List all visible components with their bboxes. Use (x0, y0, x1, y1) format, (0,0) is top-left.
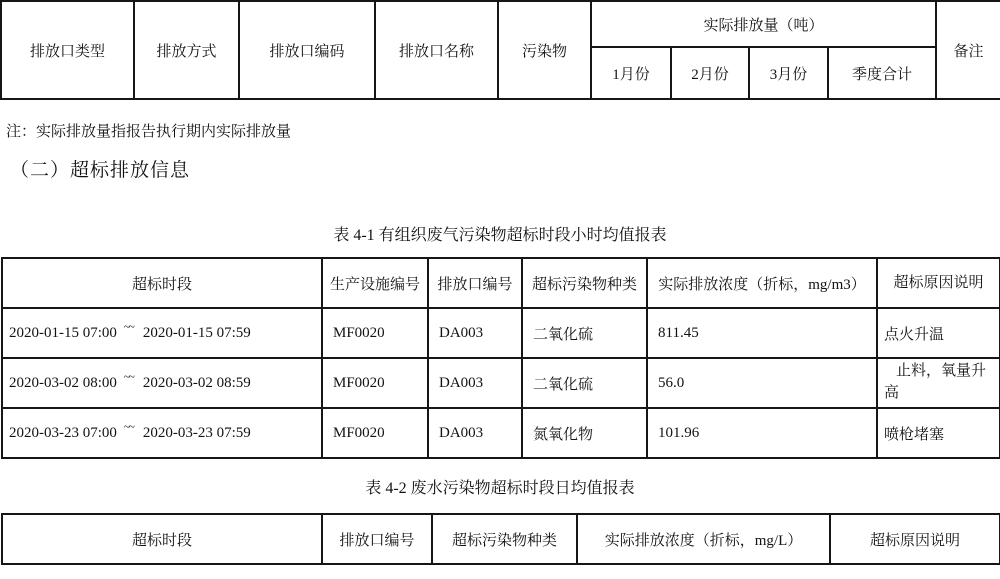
header-actual-concentration: 实际排放浓度（折标，mg/L） (577, 514, 830, 564)
table-4-1-title: 表 4-1 有组织废气污染物超标时段小时均值报表 (333, 227, 667, 244)
range-separator: ~~ (123, 420, 134, 433)
outlet-code: DA003 (428, 358, 522, 408)
exceedance-gas-table (1, 257, 1000, 459)
header-month-1: 1月份 (591, 47, 671, 99)
period-end: 2020-03-23 07:59 (142, 424, 251, 441)
table-header-row (2, 514, 1000, 564)
header-outlet-type: 排放口类型 (1, 1, 134, 99)
table-4-2-title: 表 4-2 废水污染物超标时段日均值报表 (365, 480, 635, 497)
facility-code: MF0020 (322, 358, 428, 408)
header-outlet-code: 排放口编号 (428, 258, 522, 308)
period-start: 2020-01-15 07:00 (9, 324, 117, 341)
exceed-reason: 止料，氧量升高 (877, 358, 1000, 408)
exceed-period (2, 308, 322, 358)
pollutant-type: 二氧化硫 (522, 358, 647, 408)
pollutant-type: 氮氧化物 (522, 408, 647, 458)
table-row (2, 408, 1000, 458)
facility-code: MF0020 (322, 308, 428, 358)
header-outlet-code: 排放口编码 (239, 1, 375, 99)
pollutant-type: 二氧化硫 (522, 308, 647, 358)
emission-summary-table (0, 0, 1000, 100)
range-separator: ~~ (123, 370, 134, 383)
facility-code: MF0020 (322, 408, 428, 458)
header-remark: 备注 (936, 1, 1000, 99)
header-exceed-reason: 超标原因说明 (877, 258, 1000, 308)
exceed-period (2, 358, 322, 408)
outlet-code: DA003 (428, 408, 522, 458)
header-exceed-pollutant-type: 超标污染物种类 (522, 258, 647, 308)
range-separator: ~~ (123, 320, 134, 333)
table-row (2, 358, 1000, 408)
concentration-value: 811.45 (647, 308, 877, 358)
exceed-period (2, 408, 322, 458)
header-quarter-total: 季度合计 (828, 47, 936, 99)
header-exceed-period: 超标时段 (2, 514, 322, 564)
header-exceed-period: 超标时段 (2, 258, 322, 308)
exceedance-water-table (1, 513, 1000, 565)
period-start: 2020-03-02 08:00 (9, 374, 117, 391)
header-exceed-reason: 超标原因说明 (830, 514, 1000, 564)
header-month-2: 2月份 (671, 47, 749, 99)
exceed-reason: 喷枪堵塞 (877, 408, 1000, 458)
period-end: 2020-01-15 07:59 (142, 324, 251, 341)
header-actual-emission-group: 实际排放量（吨） (591, 1, 936, 47)
header-outlet-name: 排放口名称 (375, 1, 498, 99)
outlet-code: DA003 (428, 308, 522, 358)
table-row (2, 308, 1000, 358)
header-discharge-method: 排放方式 (134, 1, 239, 99)
header-month-3: 3月份 (749, 47, 828, 99)
header-outlet-code: 排放口编号 (322, 514, 432, 564)
concentration-value: 101.96 (647, 408, 877, 458)
header-exceed-pollutant-type: 超标污染物种类 (432, 514, 577, 564)
concentration-value: 56.0 (647, 358, 877, 408)
header-pollutant: 污染物 (498, 1, 591, 99)
footnote: 注：实际排放量指报告执行期内实际排放量 (6, 124, 292, 140)
header-facility-code: 生产设施编号 (322, 258, 428, 308)
section-heading: （二）超标排放信息 (10, 160, 191, 181)
period-end: 2020-03-02 08:59 (142, 374, 251, 391)
period-start: 2020-03-23 07:00 (9, 424, 117, 441)
exceed-reason: 点火升温 (877, 308, 1000, 358)
table-header-row (2, 258, 1000, 308)
header-actual-concentration: 实际排放浓度（折标，mg/m3） (647, 258, 877, 308)
